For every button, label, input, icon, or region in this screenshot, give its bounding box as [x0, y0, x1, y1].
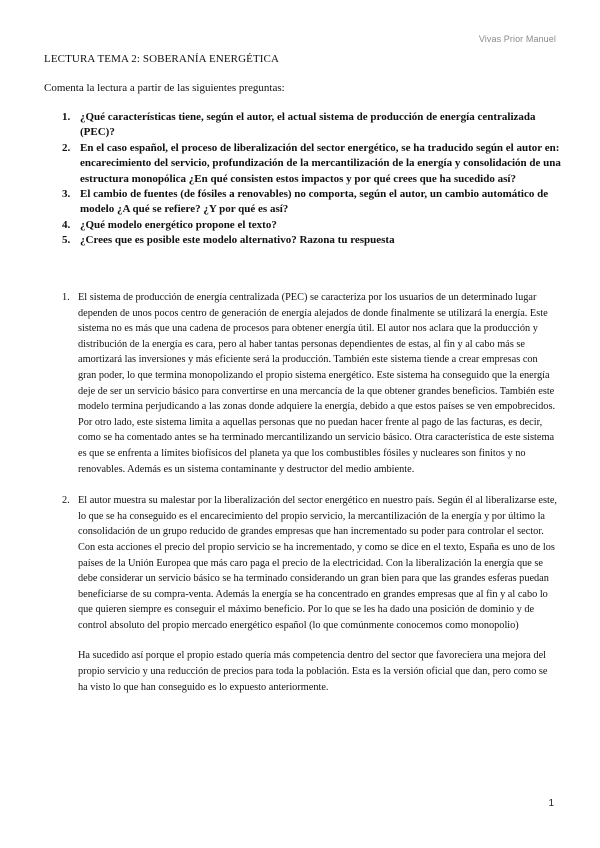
answer-paragraph: Ha sucedido así porque el propio estado quería más competencia dentro del sector que favoreciera una mejora del propio servicio y una reducción de precios para toda la población. Esta es la versión oficial que dan, pero como se ha visto lo que han conseguido es lo expuesto anteriormente.: [78, 650, 548, 693]
question-item: [62, 187, 562, 218]
question-text: El cambio de fuentes (de fósiles a renovables) no comporta, según el autor, un cambio automático de modelo ¿A qué se refiere? ¿Y por qué es así?: [80, 188, 549, 216]
answer-paragraph: El sistema de producción de energía centralizada (PEC) se caracteriza por los usuarios de un determinado lugar dependen de unos pocos centro de generación de energía alejados de donde finalmente se utilizará la energía. Este sistema no es más que una cadena de procesos para obtener energía útil. El autor nos aclara que la producción y distribución de la energía es cara, pero al haber tantas personas dependientes de estas, al fin y al cabo más se amortizará las inversiones y más eficiente será la producción. También este sistema tiende a crear empresas con gran poder, lo que termina monopolizando el propio sistema energético. Este sistema ha conseguido que la energía deje de ser un servicio básico para convertirse en una mercancía de la que obtener grandes beneficios. También este modelo termina perjudicando a las zonas donde adquiere la energía, debido a que estos países se ven empobrecidos. Por otro lado, este sistema limita a aquellas personas que no puedan hacer frente al pago de las facturas, es decir, como se ha comentado antes se ha terminado mercantilizando un servicio básico. Otra característica de este sistema es que se enfrenta a límites biofísicos del planeta ya que los combustibles fósiles y nucleares son finitos y no renovables. Además es un sistema contaminante y destructor del medio ambiente.: [78, 292, 556, 475]
intro-text: Comenta la lectura a partir de las siguientes preguntas:: [44, 82, 285, 94]
question-number: 1.: [62, 111, 71, 123]
question-text: ¿Qué modelo energético propone el texto?: [80, 218, 277, 231]
answer-item: [62, 493, 557, 695]
question-text: En el caso español, el proceso de liberalización del sector energético, se ha traducido según el autor en: encarecimiento del servicio, profundización de la mercantilización de la energía y consolidación de una estructura monopólica ¿En qué consisten estos impactos y por qué crees que ha sucedido así?: [80, 141, 561, 185]
document-title: LECTURA TEMA 2: SOBERANÍA ENERGÉTICA: [44, 53, 280, 65]
question-item: [62, 110, 562, 141]
question-number: 4.: [62, 218, 71, 231]
question-item: [62, 218, 562, 233]
author-name: Vivas Prior Manuel: [478, 34, 556, 44]
answer-paragraph: El autor muestra su malestar por la liberalización del sector energético en nuestro país. Según él al liberalizarse este, lo que se ha conseguido es el encarecimiento del propio servicio, la mercantilización de la energía y por último la consolidación de un grupo reducido de grandes empresas que han incrementado su poder para controlar el sector. Con esta acciones el precio del propio servicio se ha incrementado, y como se dice en el texto, España es uno de los países de la Unión Europea que más caro paga el precio de la electricidad. Con la liberalización la energía que se debe considerar un servicio básico se ha terminado considerando un gran bien para que las grandes esferas puedan beneficiarse de su compra-venta. Además la energía se ha concentrado en grandes empresas que al fin y al cabo lo que quieren siempre es conseguir el máximo beneficio. Por lo que se les ha dado una posición de dominio y de control absoluto del propio mercado energético español (lo que comúnmente conocemos como monopolio): [78, 495, 558, 631]
questions-list: [62, 110, 562, 249]
answer-number: 1.: [62, 292, 70, 303]
answer-item: [62, 290, 557, 477]
question-text: ¿Crees que es posible este modelo alternativo? Razona tu respuesta: [80, 234, 395, 247]
question-item: [62, 233, 562, 248]
question-number: 3.: [62, 188, 71, 201]
question-text: ¿Qué características tiene, según el autor, el actual sistema de producción de energía centralizada (PEC)?: [80, 111, 536, 139]
answers-list: [62, 290, 557, 711]
question-item: [62, 141, 562, 187]
question-number: 2.: [62, 141, 71, 154]
answer-number: 2.: [62, 495, 70, 507]
question-number: 5.: [62, 234, 71, 247]
page-number: 1: [548, 798, 554, 809]
